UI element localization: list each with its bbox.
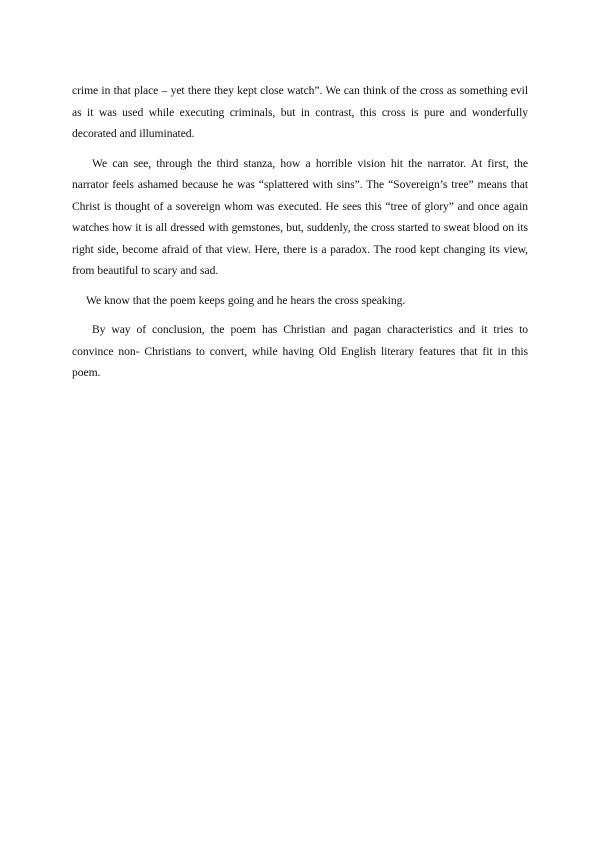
paragraph-conclusion: By way of conclusion, the poem has Christian and pagan characteristics and it tries to convince non- Christians to convert, while having Old English literary features that fit in this poem. xyxy=(72,323,528,379)
document-body xyxy=(72,80,528,384)
paragraph-third-stanza: We can see, through the third stanza, how a horrible vision hit the narrator. At first, the narrator feels ashamed because he was “splattered with sins”. The “Sovereign’s tree” means that Christ is thought of a sovereign whom was executed. He sees this “tree of glory” and once again watches how it is all dressed with gemstones, but, suddenly, the cross started to sweat blood on its right side, become afraid of that view. Here, there is a paradox. The rood kept changing its view, from beautiful to scary and sad. xyxy=(72,156,528,277)
paragraph-cross-speaking: We know that the poem keeps going and he hears the cross speaking. xyxy=(86,293,406,307)
paragraph-cross-description: crime in that place – yet there they kept close watch”. We can think of the cross as something evil as it was used while executing criminals, but in contrast, this cross is pure and wonderfully decorated and illuminated. xyxy=(72,84,528,140)
